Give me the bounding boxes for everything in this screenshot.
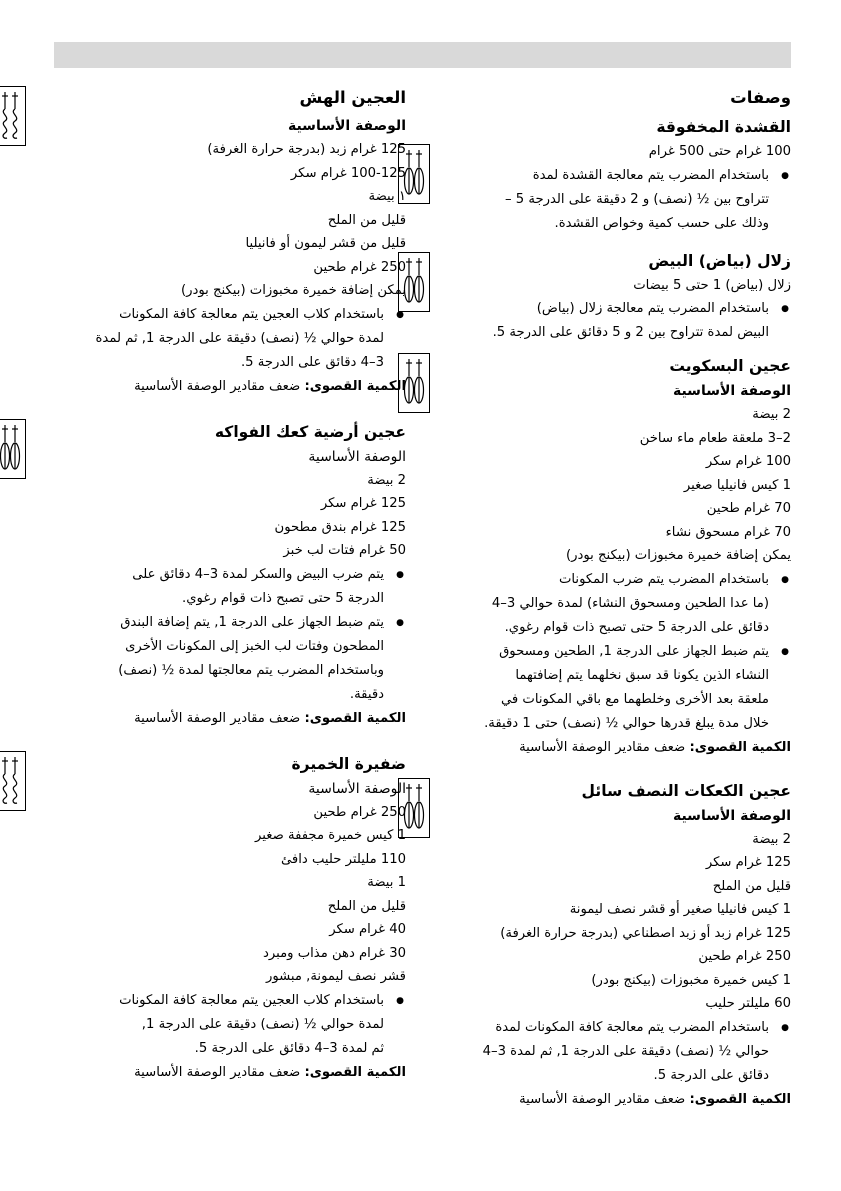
instruction-line: خلال مدة يبلغ قدرها حوالي ½ (نصف) حتى 1 دقيقة. [484,715,769,731]
ingredient-line: 30 غرام دهن مذاب ومبرد [262,945,406,961]
ingredient-line: زلال (بياض) 1 حتى 5 بيضات [633,277,791,293]
instruction-bullet [51,989,406,1061]
page-title: وصفات [730,88,791,107]
max-quantity [441,736,791,760]
instruction-bullet [51,563,406,611]
instruction-bullet [441,164,791,236]
ingredient-line: 2 بيضة [752,407,791,422]
instruction-line: دقائق على الدرجة 5. [653,1067,769,1083]
ingredient-line: قليل من الملح [712,878,791,894]
section-subtitle: الوصفة الأساسية [672,807,791,824]
ingredient-line: 1 كيس فانيليا صغير [683,477,791,493]
instruction-line: ● باستخدام كلاب العجين يتم معالجة كافة المكونات [119,992,384,1008]
instruction-line: 3–4 دقائق على الدرجة 5. [240,354,384,370]
instruction-line: وباستخدام المضرب يتم معالجتها لمدة ½ (نصف) [118,662,384,678]
ingredient-line: يمكن إضافة خميرة مخبوزات (بيكنج بودر) [180,283,406,298]
section-title: العجين الهش [299,88,406,107]
recipe-batter [441,778,791,1112]
max-quantity-text: ضعف مقادير الوصفة الأساسية [134,378,301,394]
ingredient-line: قليل من الملح [327,212,406,228]
instruction-line: المطحون وفتات لب الخبز إلى المكونات الأخرى [125,638,384,654]
section-subtitle: الوصفة الأساسية [672,383,791,399]
ingredient-line: 1 كيس فانيليا صغير أو قشر نصف ليمونة [569,902,791,917]
ingredient-line: ١ بيضة [368,189,406,204]
instruction-line: دقيقة. [349,686,384,702]
ingredient-line: 1 بيضة [367,875,406,890]
instruction-line: لمدة حوالي ½ (نصف) دقيقة على الدرجة 1, ثم لمدة [95,330,384,346]
max-quantity [441,1088,791,1112]
ingredient-line: قشر نصف ليمونة, مبشور [265,969,406,984]
max-quantity-label: الكمية القصوى: [304,378,406,394]
max-quantity-label: الكمية القصوى: [689,1091,791,1107]
instruction-line: لمدة حوالي ½ (نصف) دقيقة على الدرجة 1, [141,1016,384,1032]
max-quantity [51,1061,406,1085]
section-title: زلال (بياض) البيض [648,251,791,270]
instruction-line: ● باستخدام المضرب يتم ضرب المكونات [558,571,769,587]
header-bar [54,42,791,68]
ingredient-line: 100-125 غرام سكر [290,165,406,181]
left-column [51,82,406,1085]
ingredient-line: 60 مليلتر حليب [705,996,791,1011]
instruction-line: ● يتم ضبط الجهاز على الدرجة 1, يتم إضافة البندق [120,614,384,630]
instruction-line: حوالي ½ (نصف) دقيقة على الدرجة 1, ثم لمدة 3–4 [482,1043,769,1059]
max-quantity-text: ضعف مقادير الوصفة الأساسية [519,739,686,755]
max-quantity [51,707,406,731]
instruction-line: ● باستخدام كلاب العجين يتم معالجة كافة المكونات [119,306,384,322]
recipe-egg-whites [441,248,791,346]
ingredient-line: 125 غرام سكر [705,855,791,870]
ingredient-line: 2 بيضة [367,472,406,488]
instruction-line: ● باستخدام المضرب يتم معالجة القشدة لمدة [532,167,769,183]
recipe-sponge-dough [441,353,791,760]
section-subtitle: الوصفة الأساسية [308,780,406,797]
max-quantity-text: ضعف مقادير الوصفة الأساسية [134,1064,301,1080]
max-quantity-text: ضعف مقادير الوصفة الأساسية [134,710,301,726]
ingredient-line: 110 مليلتر حليب دافئ [280,851,406,867]
section-title: عجين الكعكات النصف سائل [581,781,791,800]
instruction-line: وذلك على حسب كمية وخواص القشدة. [554,215,769,231]
ingredient-line: 125 غرام زبد (بدرجة حرارة الغرفة) [207,142,406,157]
ingredient-line: 1 كيس خميرة مجففة صغير [255,828,406,843]
instruction-line: (ما عدا الطحين ومسحوق النشاء) لمدة حوالي 3–4 [491,595,769,611]
instruction-line: دقائق على الدرجة 5 حتى تصبح ذات قوام رغوي. [504,619,769,635]
section-subtitle: الوصفة الأساسية [287,118,406,134]
ingredient-line: 40 غرام سكر [329,922,406,937]
ingredient-line: 100 غرام سكر [705,454,791,469]
ingredient-line: قليل من الملح [327,898,406,914]
section-title: عجين البسكويت [669,357,791,375]
max-quantity [51,375,406,399]
section-title: عجين أرضية كعك الفواكه [214,422,406,441]
ingredient-line: 250 غرام طحين [698,949,791,964]
ingredient-line: 125 غرام بندق مطحون [274,519,406,535]
ingredient-line: 125 غرام زبد أو زبد اصطناعي (بدرجة حرارة الغرفة) [500,925,791,941]
instruction-line: ● باستخدام المضرب يتم معالجة زلال (بياض) [536,301,769,316]
max-quantity-label: الكمية القصوى: [304,1064,406,1080]
ingredient-line: 1 كيس خميرة مخبوزات (بيكنج بودر) [591,972,791,988]
instruction-bullet [51,611,406,707]
recipe-fruit-cake-base [51,419,406,731]
instruction-line: النشاء الذين يكونا قد سبق نخلهما يتم إضافتهما [515,667,769,683]
instruction-bullet [441,1016,791,1088]
ingredient-line: 250 غرام طحين [313,259,406,275]
instruction-line: ● يتم ضرب البيض والسكر لمدة 3–4 دقائق على [132,566,384,582]
recipe-whipped-cream [441,114,791,236]
instruction-line: تتراوح بين ½ (نصف) و 2 دقيقة على الدرجة 5 – [505,191,769,207]
ingredient-line: 2 بيضة [752,831,791,847]
section-title: ضفيرة الخميرة [291,754,406,773]
section-subtitle: الوصفة الأساسية [308,448,406,465]
right-column [441,82,791,1112]
ingredient-line: قليل من قشر ليمون أو فانيليا [245,236,406,251]
instruction-bullet [441,640,791,736]
section-title: القشدة المخفوقة [656,118,791,136]
instruction-line: ● باستخدام المضرب يتم معالجة كافة المكونات لمدة [495,1019,769,1035]
instruction-bullet [441,297,791,345]
ingredient-line: 2–3 ملعقة طعام ماء ساخن [639,430,791,446]
kneading-hook-icon [0,86,26,146]
instruction-line: ثم لمدة 3–4 دقائق على الدرجة 5. [194,1040,384,1056]
ingredient-line: 70 غرام طحين [706,501,791,516]
ingredient-line: 250 غرام طحين [313,804,406,820]
instruction-line: ملعقة بعد الأخرى وخلطهما مع باقي المكونات في [500,691,769,707]
whisk-icon [0,419,26,479]
kneading-hook-icon [0,751,26,811]
max-quantity-label: الكمية القصوى: [689,739,791,755]
max-quantity-text: ضعف مقادير الوصفة الأساسية [519,1091,686,1107]
recipe-yeast-braid [51,751,406,1085]
instruction-line: ● يتم ضبط الجهاز على الدرجة 1, الطحين ومسحوق [499,643,769,659]
ingredient-line: 100 غرام حتى 500 غرام [648,144,791,159]
ingredient-line: 50 غرام فتات لب خبز [283,543,406,558]
instruction-line: البيض لمدة تتراوح بين 2 و 5 دقائق على الدرجة 5. [492,325,769,340]
instruction-bullet [51,303,406,375]
recipe-shortcrust [51,82,406,399]
instruction-bullet [441,568,791,640]
ingredient-line: 70 غرام مسحوق نشاء [665,524,791,540]
ingredient-line: 125 غرام سكر [320,496,406,511]
ingredient-line: يمكن إضافة خميرة مخبوزات (بيكنج بودر) [565,548,791,563]
instruction-line: الدرجة 5 حتى تصبح ذات قوام رغوي. [182,590,384,606]
max-quantity-label: الكمية القصوى: [304,710,406,726]
